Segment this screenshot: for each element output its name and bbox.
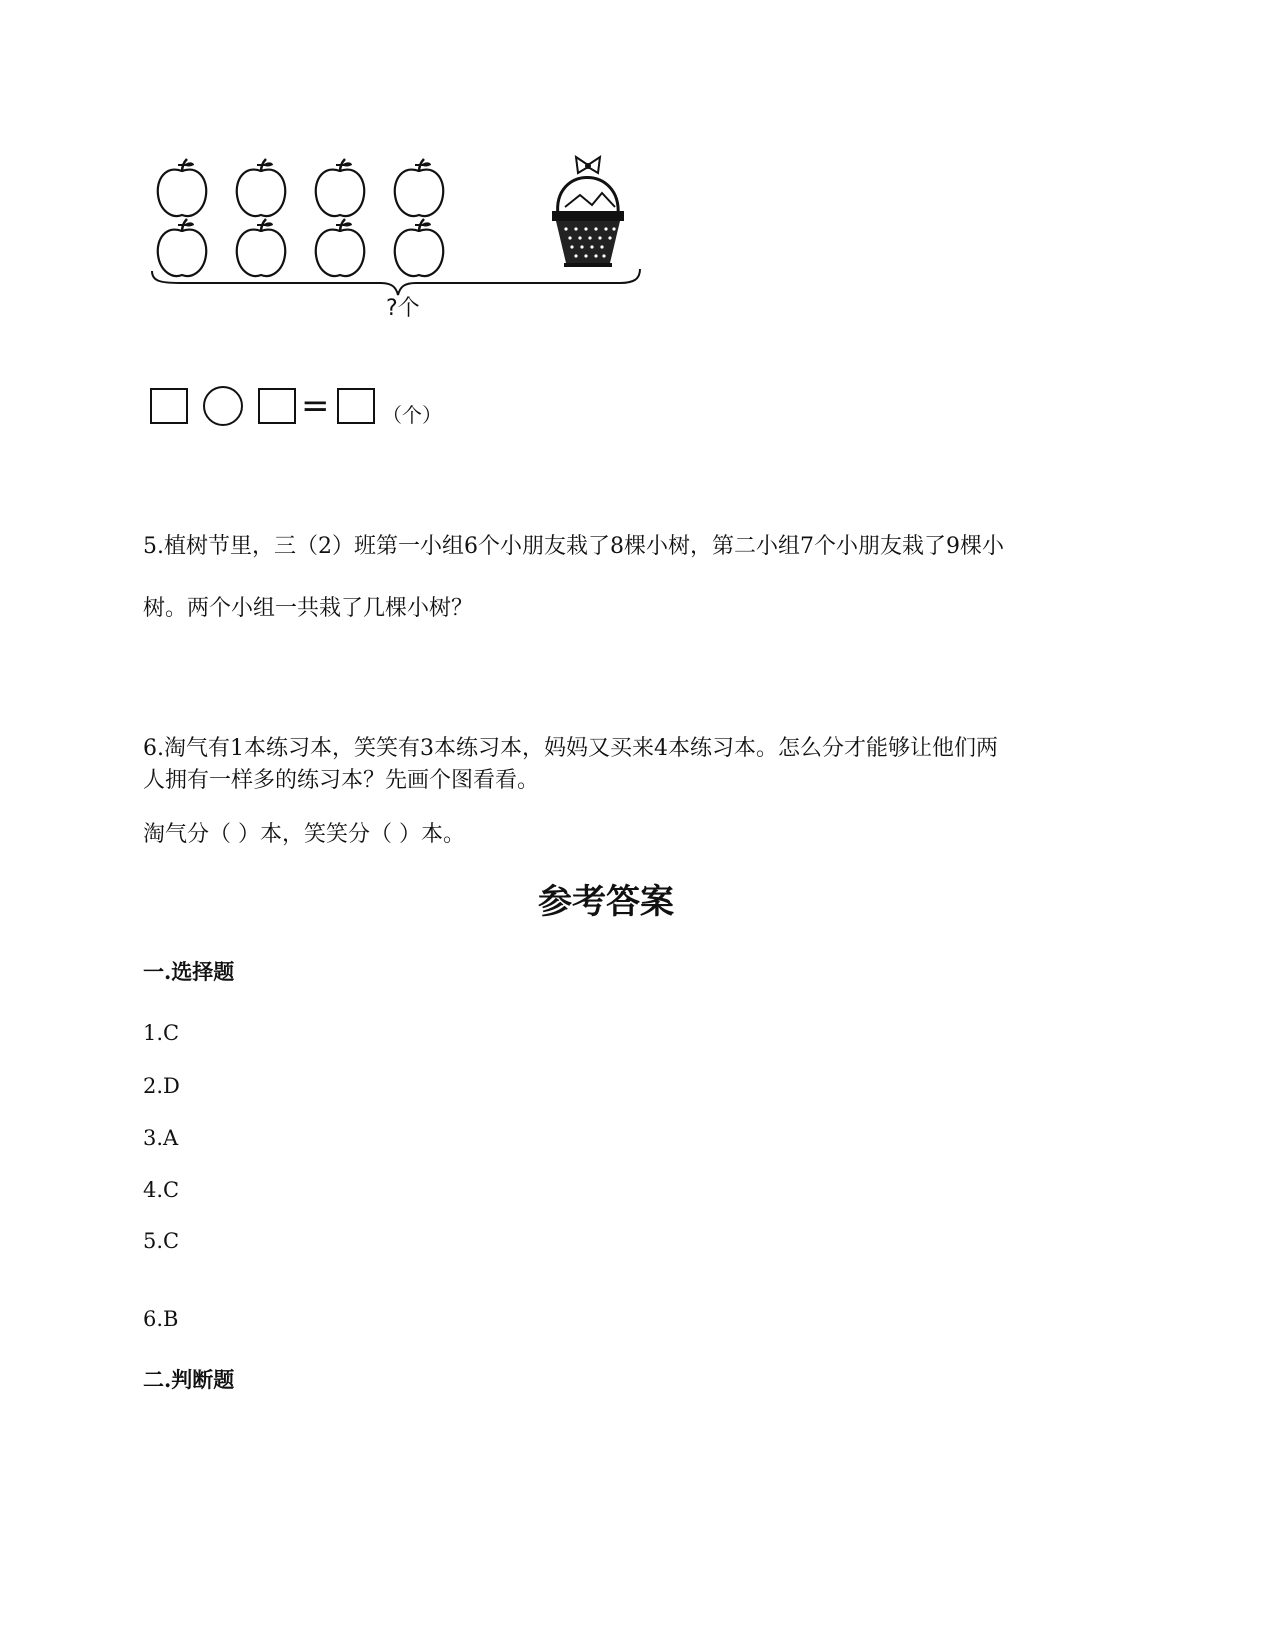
answer-item: 2.D <box>143 1074 180 1098</box>
brace-label: ?个 <box>386 296 420 321</box>
apple-icon <box>395 159 444 216</box>
brace <box>152 269 640 295</box>
answer-item: 5.C <box>143 1229 180 1253</box>
question-5-line-2: 树。两个小组一共栽了几棵小树？ <box>143 596 474 621</box>
answer-item: 1.C <box>143 1021 180 1045</box>
answer-box-2[interactable] <box>258 388 296 424</box>
apple-icon <box>395 219 444 276</box>
answer-item: 4.C <box>143 1178 180 1202</box>
apple-icon <box>237 159 286 216</box>
answer-item: 3.A <box>143 1126 179 1150</box>
apple-icon <box>316 219 365 276</box>
apple-icon <box>316 159 365 216</box>
apple-icon <box>237 219 286 276</box>
question-6-line-2: 人拥有一样多的练习本？先画个图看看。 <box>143 768 540 793</box>
operator-circle[interactable] <box>203 386 243 426</box>
question-5-line-1: 5.植树节里，三（2）班第一小组6个小朋友栽了8棵小树，第二小组7个小朋友栽了9棵小 <box>143 534 1004 559</box>
section-heading-choice: 一.选择题 <box>143 959 235 984</box>
answers-title: 参考答案 <box>538 882 674 922</box>
answer-box-3[interactable] <box>337 388 375 424</box>
apple-icon <box>158 159 207 216</box>
question-6-fill-line: 淘气分（ ）本，笑笑分（ ）本。 <box>143 822 465 847</box>
apples-basket-figure <box>140 145 660 325</box>
answer-box-1[interactable] <box>150 388 188 424</box>
apple-icon <box>158 219 207 276</box>
equation-unit: （个） <box>382 403 442 427</box>
question-6-line-1: 6.淘气有1本练习本，笑笑有3本练习本，妈妈又买来4本练习本。怎么分才能够让他们两 <box>143 736 998 761</box>
answer-item: 6.B <box>143 1307 179 1331</box>
section-heading-judgement: 二.判断题 <box>143 1367 235 1392</box>
equals-sign: = <box>301 386 330 426</box>
basket-icon <box>552 157 624 267</box>
